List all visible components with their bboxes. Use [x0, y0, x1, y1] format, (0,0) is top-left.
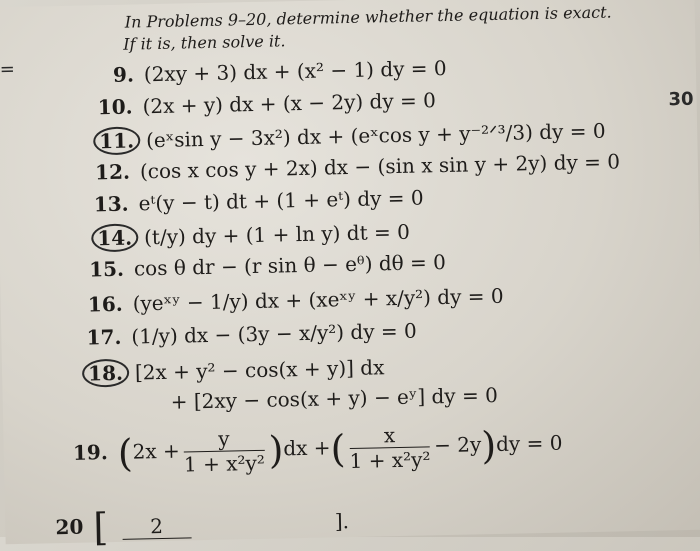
intro-line-1: In Problems 9–20, determine whether the equation is exact. [124, 2, 612, 32]
fraction-denominator: 1 + x²y² [349, 447, 431, 474]
problem-equation: (1/y) dx − (3y − x/y²) dy = 0 [131, 318, 417, 349]
problem-equation: eᵗ(y − t) dt + (1 + eᵗ) dy = 0 [138, 185, 424, 216]
fraction-partial [122, 513, 191, 539]
right-paren-2: ) [480, 423, 497, 468]
fraction-denominator: 1 + x²y² [183, 450, 266, 477]
problem-19 [69, 420, 563, 479]
left-bracket: [ [92, 505, 109, 550]
problem-9 [96, 56, 447, 87]
problem-number: 15. [88, 256, 125, 282]
problem-12 [92, 149, 621, 184]
fraction-2 [349, 422, 431, 473]
problem-number: 10. [97, 94, 133, 120]
problem-equation: (cos x cos y + 2x) dx − (sin x sin y + 2y) dy = 0 [139, 149, 621, 184]
problem-17 [83, 319, 417, 350]
margin-page-number: 30 [668, 88, 694, 111]
problem-equation: (t/y) dy + (1 + ln y) dt = 0 [143, 219, 411, 250]
problem-equation: (yeˣʸ − 1/y) dx + (xeˣʸ + x/y²) dy = 0 [132, 283, 504, 316]
problem-18 [82, 353, 385, 387]
problem-number: 16. [87, 291, 123, 317]
circled-problem-number: 14. [91, 223, 138, 252]
problem-number: 12. [94, 159, 131, 185]
problem-14 [91, 218, 410, 253]
problem-equation: (2xy + 3) dx + (x² − 1) dy = 0 [143, 55, 447, 87]
right-paren-1: ) [268, 427, 284, 473]
problem-term: − 2y [433, 432, 482, 458]
problem-number: 20 [55, 514, 84, 539]
problem-13 [90, 185, 424, 216]
left-paren-1: ( [117, 431, 134, 476]
fraction-numerator: 2 [122, 513, 191, 539]
problem-term: dx + [283, 435, 331, 461]
problem-number: 9. [112, 62, 135, 87]
problem-number: 13. [93, 191, 129, 217]
problem-16 [84, 284, 503, 317]
fraction-numerator: y [183, 426, 264, 453]
circled-problem-number: 18. [82, 359, 129, 388]
problem-tail: ]. [334, 508, 350, 533]
problem-equation: (eˣsin y − 3x²) dx + (eˣcos y + y⁻²ᐟ³/3) dy = 0 [145, 118, 606, 153]
fraction-numerator: x [349, 422, 430, 449]
problem-equation: [2x + y² − cos(x + y)] dx [134, 355, 385, 385]
margin-equals-mark: = [0, 58, 16, 81]
problem-15 [86, 250, 446, 282]
fraction-1 [183, 426, 265, 477]
problem-11 [93, 117, 606, 156]
circled-problem-number: 11. [93, 126, 140, 155]
problem-equation: cos θ dr − (r sin θ − eᶿ) dθ = 0 [133, 249, 447, 281]
problem-equation: (2x + y) dx + (x − 2y) dy = 0 [142, 88, 437, 119]
problem-10 [94, 88, 436, 119]
left-paren-2: ( [330, 426, 346, 471]
problem-18-continuation: + [2xy − cos(x + y) − eʸ] dy = 0 [170, 382, 499, 414]
problem-term: dy = 0 [495, 430, 563, 456]
problem-term: 2x + [132, 438, 180, 464]
problem-20 [45, 500, 350, 550]
problem-number: 19. [72, 440, 109, 465]
problem-number: 17. [86, 324, 122, 350]
intro-line-2: If it is, then solve it. [123, 31, 286, 54]
